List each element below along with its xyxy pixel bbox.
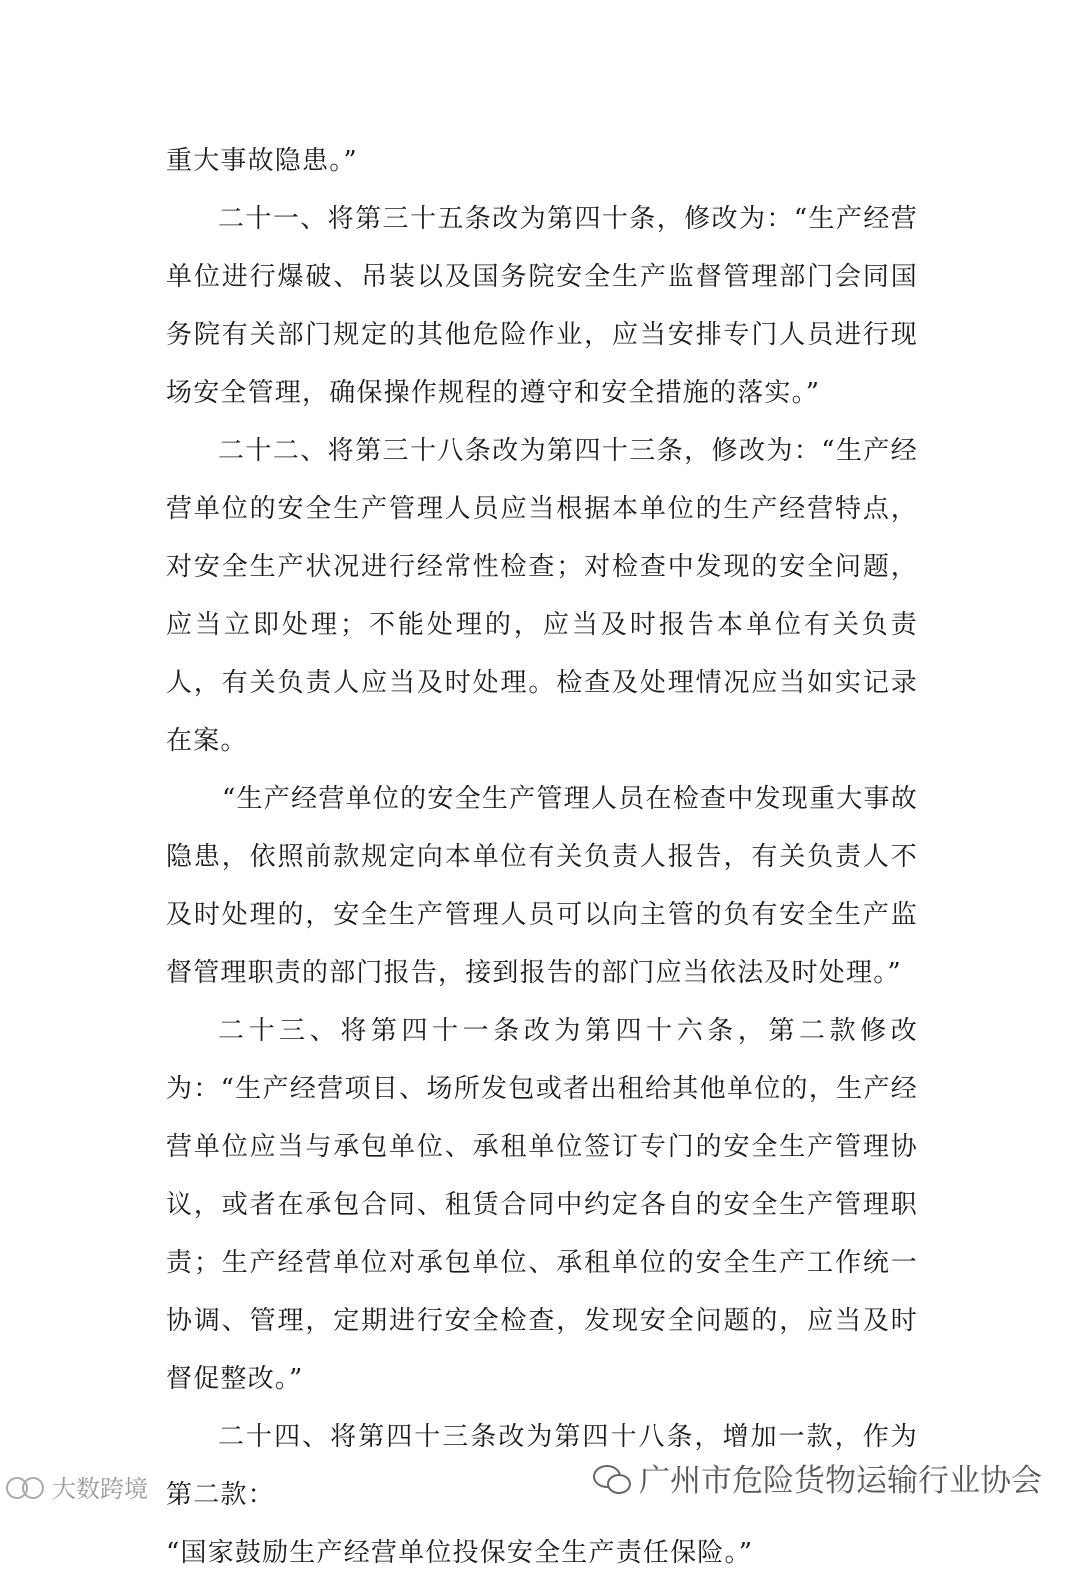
paragraph-article-24-clause-2: “国家鼓励生产经营单位投保安全生产责任保险。” bbox=[166, 1538, 754, 1568]
rings-logo-icon bbox=[6, 1474, 46, 1500]
account-watermark bbox=[593, 1455, 1042, 1500]
account-name: 广州市危险货物运输行业协会 bbox=[639, 1463, 1042, 1499]
paragraph-article-23: 二十三、将第四十一条改为第四十六条，第二款修改为：“生产经营项目、场所发包或者出租给其他单位的，生产经营单位应当与承包单位、承租单位签订专门的安全生产管理协议，或者在承包合同、租赁合同中约定各自的安全生产管理职责；生产经营单位对承包单位、承租单位的安全生产工作统一协调、管理，定期进行安全检查，发现安全问题的，应当及时督促整改。” bbox=[166, 1016, 918, 1394]
source-name: 大数跨境 bbox=[52, 1475, 148, 1503]
paragraph-article-22-clause-2: “生产经营单位的安全生产管理人员在检查中发现重大事故隐患，依照前款规定向本单位有关负责人报告，有关负责人不及时处理的，安全生产管理人员可以向主管的负有安全生产监督管理职责的部门报告，接到报告的部门应当依法及时处理。” bbox=[166, 784, 918, 988]
paragraph-article-24: 二十四、将第四十三条改为第四十八条，增加一款，作为第二款： bbox=[166, 1422, 918, 1510]
wechat-icon bbox=[593, 1463, 631, 1493]
source-watermark bbox=[6, 1469, 148, 1504]
paragraph-article-22: 二十二、将第三十八条改为第四十三条，修改为：“生产经营单位的安全生产管理人员应当根据本单位的生产经营特点，对安全生产状况进行经常性检查；对检查中发现的安全问题，应当立即处理；不能处理的，应当及时报告本单位有关负责人，有关负责人应当及时处理。检查及处理情况应当如实记录在案。 bbox=[166, 436, 918, 756]
document-body bbox=[166, 132, 918, 1582]
paragraph-article-21: 二十一、将第三十五条改为第四十条，修改为：“生产经营单位进行爆破、吊装以及国务院安全生产监督管理部门会同国务院有关部门规定的其他危险作业，应当安排专门人员进行现场安全管理，确保操作规程的遵守和安全措施的落实。” bbox=[166, 204, 918, 408]
paragraph-continuation: 重大事故隐患。” bbox=[166, 146, 358, 176]
